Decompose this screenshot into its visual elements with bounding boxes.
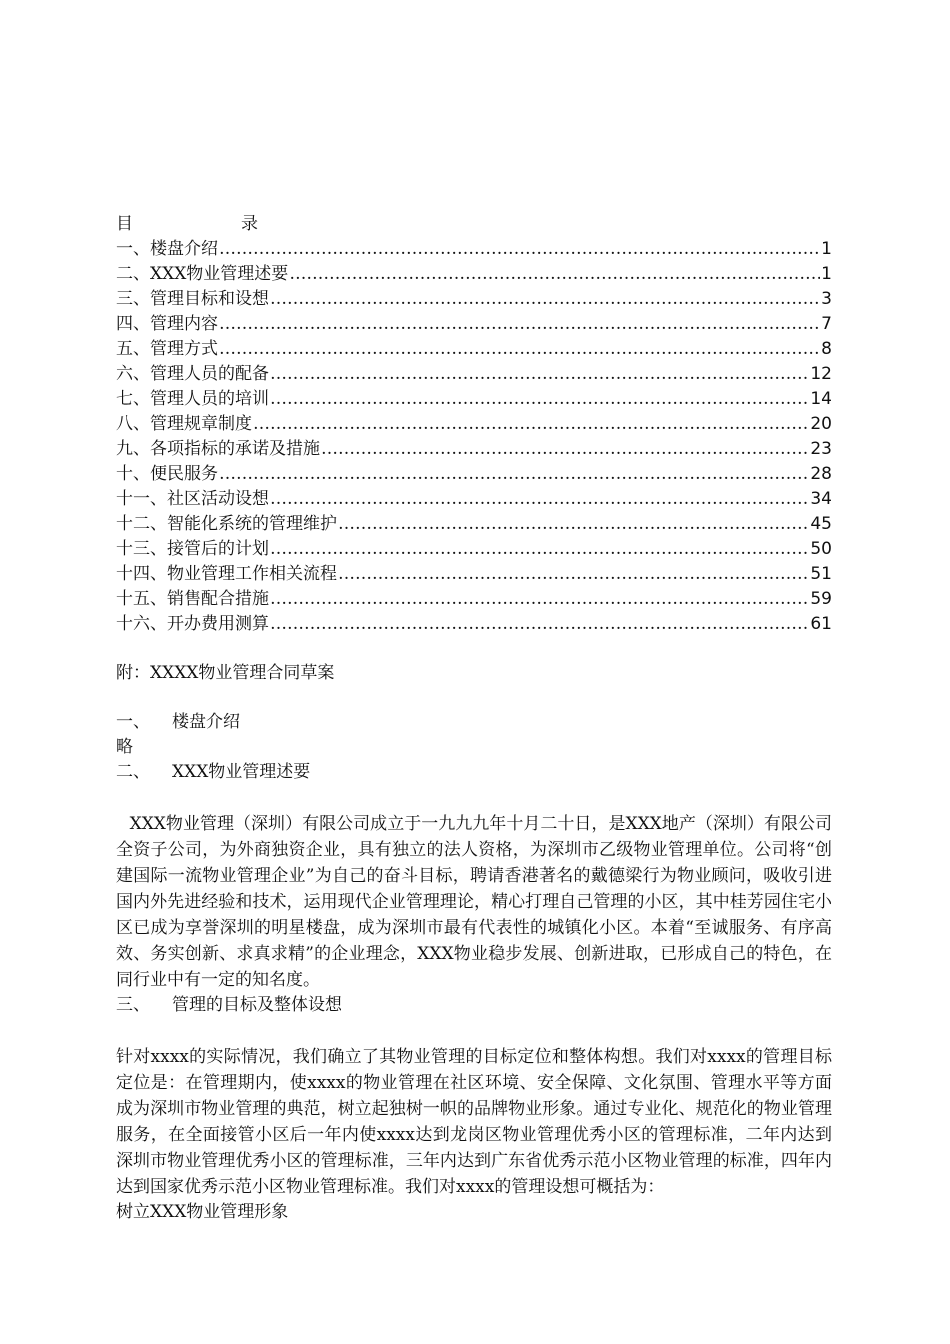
- toc-entry-label: 十三、接管后的计划: [116, 539, 269, 559]
- toc-entry-page: 14: [810, 389, 832, 409]
- section-title: XXX物业管理述要: [172, 762, 311, 782]
- toc-entry-label: 七、管理人员的培训: [116, 389, 269, 409]
- toc-entry-label: 八、管理规章制度: [116, 414, 252, 434]
- section-last-line: 树立XXX物业管理形象: [116, 1202, 289, 1222]
- toc-entry[interactable]: [116, 337, 832, 362]
- document-page: [116, 212, 832, 1225]
- toc-leader: [219, 337, 820, 362]
- toc-leader: [270, 287, 820, 312]
- toc-entry-page: 3: [821, 289, 832, 309]
- toc-entry-page: 50: [810, 539, 832, 559]
- toc-entry-label: 十四、物业管理工作相关流程: [116, 564, 337, 584]
- toc-entry[interactable]: [116, 437, 832, 462]
- section-heading: [116, 993, 832, 1018]
- toc-leader: [219, 312, 820, 337]
- toc-entry[interactable]: [116, 587, 832, 612]
- toc-entry-label: 十、便民服务: [116, 464, 218, 484]
- toc-leader: [289, 262, 820, 287]
- toc-entry-page: 20: [810, 414, 832, 434]
- toc-entry-label: 四、管理内容: [116, 314, 218, 334]
- toc-entry-page: 8: [821, 339, 832, 359]
- section-title: 楼盘介绍: [172, 712, 240, 732]
- toc-entry[interactable]: [116, 237, 832, 262]
- toc-title-right: 录: [241, 214, 258, 234]
- toc-entry-label: 九、各项指标的承诺及措施: [116, 439, 320, 459]
- toc-entry-label: 十六、开办费用测算: [116, 614, 269, 634]
- toc-entry[interactable]: [116, 537, 832, 562]
- toc-entry-page: 51: [810, 564, 832, 584]
- section-number: 一、: [116, 712, 150, 732]
- toc-entry-page: 7: [821, 314, 832, 334]
- toc-entry[interactable]: [116, 262, 832, 287]
- toc-entry-label: 十二、智能化系统的管理维护: [116, 514, 337, 534]
- section-number: 二、: [116, 762, 150, 782]
- toc-leader: [270, 362, 809, 387]
- section-heading: [116, 760, 832, 785]
- toc-entry-page: 1: [821, 264, 832, 284]
- toc-entry-page: 45: [810, 514, 832, 534]
- toc-entry-label: 三、管理目标和设想: [116, 289, 269, 309]
- toc-leader: [270, 487, 809, 512]
- toc-entry-label: 六、管理人员的配备: [116, 364, 269, 384]
- toc-leader: [321, 437, 809, 462]
- toc-leader: [270, 587, 809, 612]
- toc-entry[interactable]: [116, 487, 832, 512]
- toc-entry-page: 23: [810, 439, 832, 459]
- section-body: 略: [116, 737, 133, 757]
- toc-entry-page: 34: [810, 489, 832, 509]
- section-heading: [116, 710, 832, 735]
- toc-entry[interactable]: [116, 512, 832, 537]
- section-paragraph: 针对xxxx的实际情况，我们确立了其物业管理的目标定位和整体构想。我们对xxxx的管理目标定位是：在管理期内，使xxxx的物业管理在社区环境、安全保障、文化氛围、管理水平等方面成为深圳市物业管理的典范，树立起独树一帜的品牌物业形象。通过专业化、规范化的物业管理服务，在全面接管小区后一年内使xxxx达到龙岗区物业管理优秀小区的管理标准，二年内达到深圳市物业管理优秀小区的管理标准，三年内达到广东省优秀示范小区物业管理的标准，四年内达到国家优秀示范小区物业管理标准。我们对xxxx的管理设想可概括为：: [116, 1047, 832, 1197]
- toc-leader: [338, 562, 809, 587]
- toc-entry-label: 五、管理方式: [116, 339, 218, 359]
- toc-entry[interactable]: [116, 412, 832, 437]
- toc-entry[interactable]: [116, 362, 832, 387]
- toc-leader: [253, 412, 809, 437]
- toc-entry-page: 12: [810, 364, 832, 384]
- toc-leader: [219, 237, 820, 262]
- toc-entry-label: 十一、社区活动设想: [116, 489, 269, 509]
- section-paragraph: XXX物业管理（深圳）有限公司成立于一九九九年十月二十日，是XXX地产（深圳）有限公司全资子公司，为外商独资企业，具有独立的法人资格，为深圳市乙级物业管理单位。公司将“创建国际一流物业管理企业”为自己的奋斗目标，聘请香港著名的戴德梁行为物业顾问，吸收引进国内外先进经验和技术，运用现代企业管理理论，精心打理自己管理的小区，其中桂芳园住宅小区已成为享誉深圳的明星楼盘，成为深圳市最有代表性的城镇化小区。本着“至诚服务、有序高效、务实创新、求真求精”的企业理念，XXX物业稳步发展、创新进取，已形成自己的特色，在同行业中有一定的知名度。: [116, 814, 832, 990]
- toc-title: [116, 212, 832, 237]
- toc-leader: [270, 612, 809, 637]
- toc-entry[interactable]: [116, 612, 832, 637]
- toc-leader: [338, 512, 809, 537]
- toc-entry-page: 28: [810, 464, 832, 484]
- toc-leader: [270, 387, 809, 412]
- toc-entry-label: 十五、销售配合措施: [116, 589, 269, 609]
- toc-title-left: 目: [116, 214, 133, 234]
- toc-entry-label: 二、XXX物业管理述要: [116, 264, 289, 284]
- section-number: 三、: [116, 995, 150, 1015]
- section-title: 管理的目标及整体设想: [172, 995, 342, 1015]
- toc-entry[interactable]: [116, 462, 832, 487]
- toc-entry[interactable]: [116, 312, 832, 337]
- toc-entry[interactable]: [116, 562, 832, 587]
- toc-entry-page: 59: [810, 589, 832, 609]
- toc-leader: [219, 462, 809, 487]
- toc-list: [116, 237, 832, 637]
- toc-entry[interactable]: [116, 287, 832, 312]
- toc-entry-page: 1: [821, 239, 832, 259]
- toc-entry[interactable]: [116, 387, 832, 412]
- toc-leader: [270, 537, 809, 562]
- toc-entry-label: 一、楼盘介绍: [116, 239, 218, 259]
- toc-entry-page: 61: [810, 614, 832, 634]
- appendix-line: 附：XXXX物业管理合同草案: [116, 663, 335, 683]
